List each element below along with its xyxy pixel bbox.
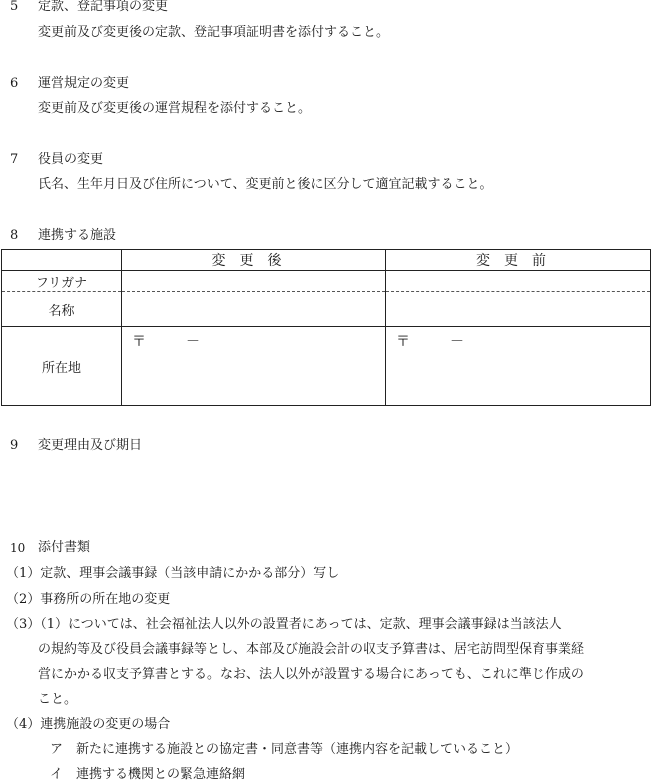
section-8-title: 連携する施設 (38, 228, 117, 243)
attachment-item-4-i: イ 連携する機関との緊急連絡網 (50, 767, 246, 782)
attachment-item-2: （2）事務所の所在地の変更 (6, 592, 171, 607)
column-header-after: 変更後 (122, 250, 386, 271)
attachment-item-3-line-4: こと。 (38, 692, 78, 707)
section-9-number: 9 (10, 438, 19, 453)
section-10-number: 10 (10, 541, 26, 555)
table-header-blank (2, 250, 122, 271)
row-label-name: 名称 (2, 292, 122, 327)
section-9-title: 変更理由及び期日 (38, 438, 143, 453)
postal-mark-before: 〒 (396, 334, 410, 350)
section-6-body: 変更前及び変更後の運営規程を添付すること。 (38, 101, 312, 116)
section-6-title: 運営規定の変更 (38, 76, 130, 91)
address-after-cell[interactable] (122, 327, 386, 406)
row-label-address: 所在地 (2, 327, 122, 406)
address-before-cell[interactable] (386, 327, 651, 406)
section-6-number: 6 (10, 76, 19, 91)
section-7-number: 7 (10, 152, 19, 167)
postal-dash-after: － (186, 334, 200, 350)
attachment-item-4-a: ア 新たに連携する施設との協定書・同意書等（連携内容を記載していること） (50, 742, 519, 757)
facility-table (1, 249, 651, 406)
postal-mark-after: 〒 (132, 334, 146, 350)
section-10-title: 添付書類 (38, 540, 91, 555)
column-header-before: 変更前 (386, 250, 651, 271)
section-7-body: 氏名、生年月日及び住所について、変更前と後に区分して適宜記載すること。 (38, 177, 493, 192)
section-5-body: 変更前及び変更後の定款、登記事項証明書を添付すること。 (38, 25, 390, 40)
section-7-title: 役員の変更 (38, 152, 104, 167)
postal-dash-before: － (450, 334, 464, 350)
attachment-item-1: （1）定款、理事会議事録（当該申請にかかる部分）写し (6, 566, 340, 581)
furigana-after-cell[interactable] (122, 271, 386, 292)
name-before-cell[interactable] (386, 292, 651, 327)
attachment-item-3-line-1: （3）（1）については、社会福祉法人以外の設置者にあっては、定款、理事会議事録は当該法人 (6, 617, 562, 632)
attachment-item-3-line-2: の規約等及び役員会議事録等とし、本部及び施設会計の収支予算書は、居宅訪問型保育事業経 (38, 642, 585, 657)
attachment-item-4: （4）連携施設の変更の場合 (6, 717, 171, 732)
row-label-furigana: フリガナ (2, 271, 122, 292)
name-after-cell[interactable] (122, 292, 386, 327)
section-8-number: 8 (10, 228, 19, 243)
attachment-item-3-line-3: 営にかかる収支予算書とする。なお、法人以外が設置する場合にあっても、これに準じ作成の (38, 667, 584, 682)
section-5-number: 5 (10, 0, 19, 14)
section-5-title: 定款、登記事項の変更 (38, 0, 169, 14)
furigana-before-cell[interactable] (386, 271, 651, 292)
